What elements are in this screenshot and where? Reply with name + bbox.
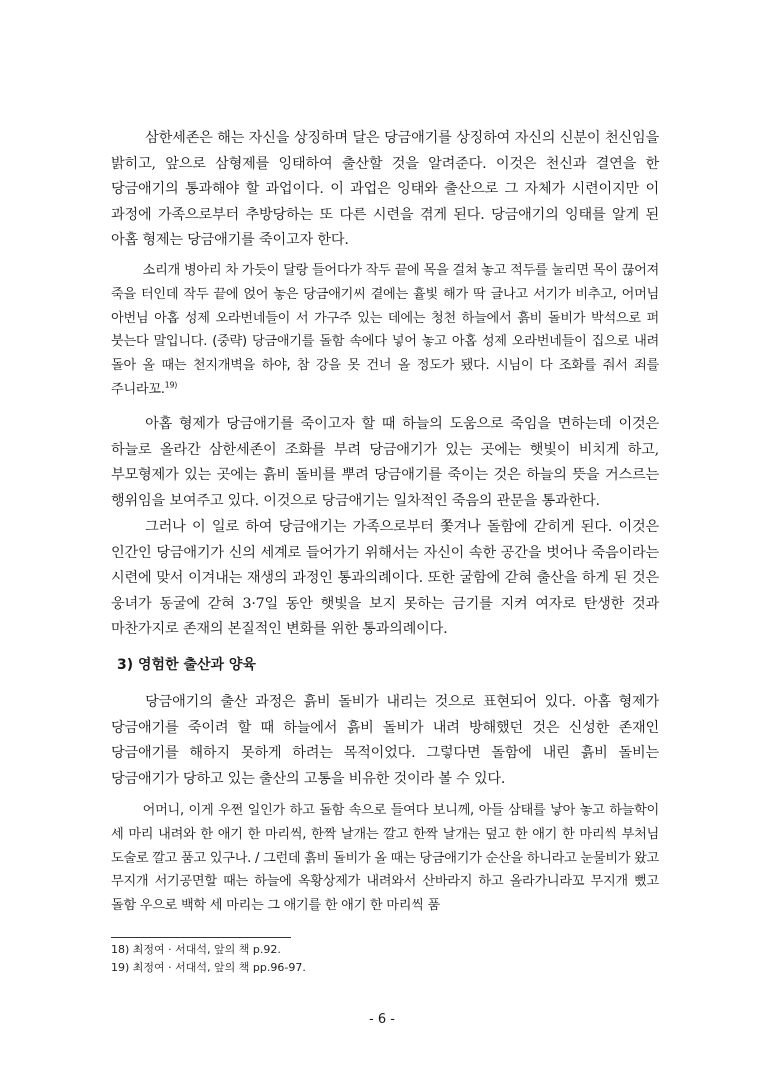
- footnote-18: 18) 최정여 · 서대석, 앞의 책 p.92.: [111, 943, 281, 956]
- quotation-text-1: 소리개 병아리 차 가듯이 달랑 들어다가 작두 끝에 목을 걸쳐 놓고 적두를 눌리면 목이 끊어져 죽을 터인데 작두 끝에 얹어 놓은 당금애기씨 곁에는 휼빛 해가 딱 글나고 서기가 비추고, 어머님 아번님 아홉 성제 오라번네들이 서 가구주 있는 데에는 청천 하늘에서 흙비 돌비가 박석으로 퍼 붓는다 말입니다. (중략) 당금애기를 돌함 속에다 넣어 놓고 아홉 성제 오라번네들이 집으로 내려 돌아 올 때는 천지개벽을 하야, 참 강을 못 건너 올 정도가 됐다. 시님이 다 조화를 줘서 죄를 주니라꼬.: [111, 263, 659, 397]
- footnote-ref-19: 19): [164, 380, 178, 390]
- body-paragraph-2: 아홉 형제가 당금애기를 죽이고자 할 때 하늘의 도움으로 죽임을 면하는데 이것은 하늘로 올라간 삼한세존이 조화를 부려 당금애기가 있는 곳에는 햇빛이 비치게 하고, 부모형제가 있는 곳에는 흙비 돌비를 뿌려 당금애기를 죽이는 것은 하늘의 뜻을 거스르는 행위임을 보여주고 있다. 이것으로 당금애기는 일차적인 죽음의 관문을 통과한다.: [111, 416, 659, 509]
- body-paragraph-1: 삼한세존은 해는 자신을 상징하며 달은 당금애기를 상징하여 자신의 신분이 천신임을 밝히고, 앞으로 삼형제를 잉태하여 출산할 것을 알려준다. 이것은 천신과 결연을 한 당금애기의 통과해야 할 과업이다. 이 과업은 잉태와 출산으로 그 자체가 시련이지만 이 과정에 가족으로부터 추방당하는 또 다른 시련을 겪게 된다. 당금애기의 잉태를 알게 된 아홉 형제는 당금애기를 죽이고자 한다.: [111, 130, 659, 249]
- quotation-block-2: 어머니, 이게 우쩐 일인가 하고 돌함 속으로 들여다 보니께, 아들 삼태를 낳아 놓고 하늘학이 세 마리 내려와 한 애기 한 마리씩, 한짝 날개는 깔고 한짝 날개는 덮고 한 애기 한 마리씩 부처님 도술로 깔고 품고 있구나. / 그런데 흙비 돌비가 올 때는 당금애기가 순산을 하니라고 눈물비가 왔고 무지개 서기공면할 때는 하늘에 옥황상제가 내려와서 산바라지 하고 올라가니라꼬 무지개 뻤고 돌함 우으로 백학 세 마리는 그 애기를 한 애기 한 마리씩 품: [111, 803, 659, 914]
- body-paragraph-3: 그러나 이 일로 하여 당금애기는 가족으로부터 쫓겨나 돌함에 갇히게 된다. 이것은 인간인 당금애기가 신의 세계로 들어가기 위해서는 자신이 속한 공간을 벗어나 죽음이라는 시련에 맞서 이겨내는 재생의 과정인 통과의례이다. 또한 굴함에 갇혀 출산을 하게 된 것은 웅녀가 동굴에 갇혀 3·7일 동안 햇빛을 보지 못하는 금기를 지켜 여자로 탄생한 것과 마찬가지로 존재의 본질적인 변화를 위한 통과의례이다.: [111, 519, 659, 638]
- footnote-divider: [111, 937, 291, 938]
- body-paragraph-4: 당금애기의 출산 과정은 흙비 돌비가 내리는 것으로 표현되어 있다. 아홉 형제가 당금애기를 죽이려 할 때 하늘에서 흙비 돌비가 내려 방해했던 것은 신성한 존재인 당금애기를 해하지 못하게 하려는 목적이었다. 그렇다면 돌함에 내린 흙비 돌비는 당금애기가 당하고 있는 출산의 고통을 비유한 것이라 볼 수 있다.: [111, 694, 659, 787]
- section-heading: 3) 영험한 출산과 양육: [117, 657, 256, 673]
- quotation-block-1: [111, 259, 659, 402]
- footnote-19: 19) 최정여 · 서대석, 앞의 책 pp.96-97.: [111, 961, 306, 974]
- page-number: - 6 -: [369, 1012, 395, 1027]
